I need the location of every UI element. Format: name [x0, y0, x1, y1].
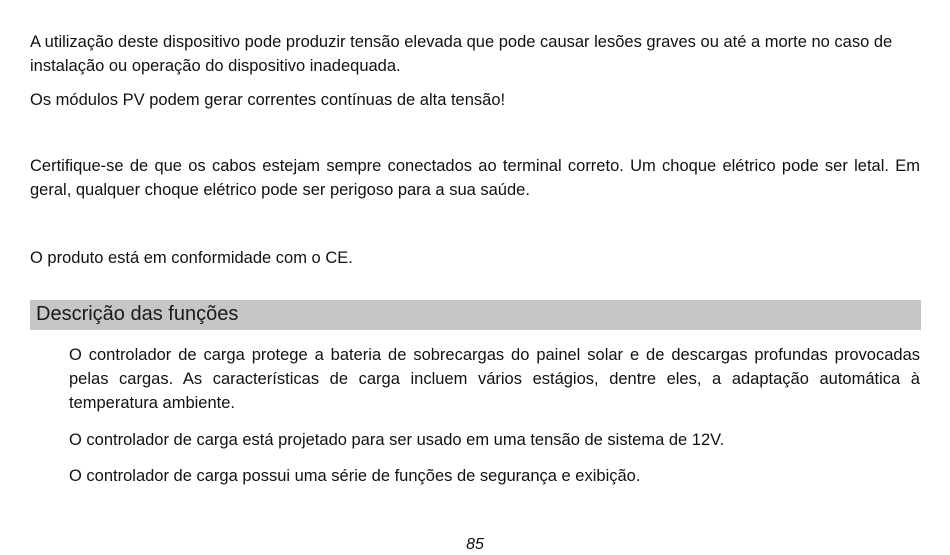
- cables-warning: Certifique-se de que os cabos estejam sempre conectados ao terminal correto. Um choque elétrico pode ser letal. Em geral, qualquer choque elétrico pode ser perigoso para a sua saúde.: [30, 157, 920, 199]
- high-voltage-warning: A utilização deste dispositivo pode produzir tensão elevada que pode causar lesões graves ou até a morte no caso de instalação ou operação do dispositivo inadequada.: [30, 33, 893, 75]
- function-paragraph-protection: O controlador de carga protege a bateria de sobrecargas do painel solar e de descargas profundas provocadas pelas cargas. As características de carga incluem vários estágios, dentre eles, a adaptação automática à temperatura ambiente.: [69, 346, 920, 412]
- function-paragraph-safety: O controlador de carga possui uma série de funções de segurança e exibição.: [69, 467, 641, 485]
- section-heading: Descrição das funções: [30, 300, 921, 330]
- pv-modules-warning: Os módulos PV podem gerar correntes contínuas de alta tensão!: [30, 91, 506, 109]
- ce-conformity-note: O produto está em conformidade com o CE.: [30, 249, 353, 267]
- page-number: 85: [466, 536, 484, 553]
- function-paragraph-voltage: O controlador de carga está projetado para ser usado em uma tensão de sistema de 12V.: [69, 431, 725, 449]
